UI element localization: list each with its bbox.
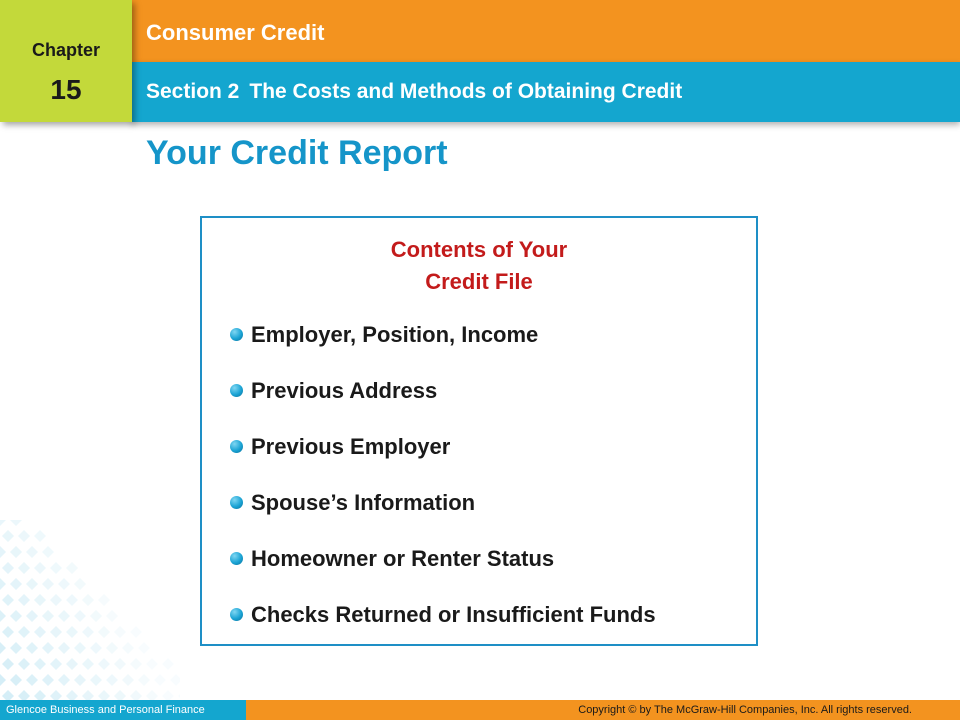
pattern-diamond: [74, 578, 86, 590]
pattern-diamond: [0, 674, 6, 686]
pattern-diamond: [82, 690, 94, 700]
pattern-diamond: [18, 690, 30, 700]
list-item: [230, 546, 656, 602]
pattern-diamond: [26, 610, 38, 622]
pattern-diamond: [90, 610, 102, 622]
pattern-diamond: [146, 658, 158, 670]
pattern-diamond: [50, 658, 62, 670]
credit-file-list: [230, 322, 656, 658]
list-item-text: Homeowner or Renter Status: [251, 546, 555, 571]
pattern-diamond: [130, 626, 142, 638]
pattern-diamond: [34, 530, 46, 542]
pattern-diamond: [74, 674, 86, 686]
pattern-diamond: [74, 642, 86, 654]
pattern-diamond: [66, 562, 78, 574]
pattern-diamond: [82, 594, 94, 606]
bullet-icon: [230, 328, 243, 341]
pattern-diamond: [10, 546, 22, 558]
pattern-diamond: [162, 690, 174, 700]
pattern-diamond: [42, 674, 54, 686]
pattern-diamond: [2, 562, 14, 574]
box-heading: [202, 234, 756, 298]
footer-publisher: Glencoe Business and Personal Finance: [0, 700, 246, 720]
pattern-diamond: [122, 674, 134, 686]
pattern-diamond: [10, 642, 22, 654]
section-heading: [146, 80, 682, 104]
section-band: [132, 62, 960, 122]
pattern-diamond: [114, 626, 126, 638]
bullet-icon: [230, 608, 243, 621]
list-item: [230, 434, 656, 490]
list-item: [230, 322, 656, 378]
course-title-band: [132, 0, 960, 62]
pattern-diamond: [154, 674, 166, 686]
pattern-diamond: [74, 610, 86, 622]
list-item-text: Employer, Position, Income: [251, 322, 539, 347]
bullet-icon: [230, 496, 243, 509]
pattern-diamond: [66, 658, 78, 670]
pattern-diamond: [10, 610, 22, 622]
pattern-diamond: [10, 520, 22, 526]
pattern-diamond: [82, 658, 94, 670]
pattern-diamond: [66, 690, 78, 700]
pattern-diamond: [26, 578, 38, 590]
credit-file-box: [200, 216, 758, 646]
footer-copyright: Copyright © by The McGraw-Hill Companies, Inc. All rights reserved.: [578, 704, 912, 716]
pattern-diamond: [138, 642, 150, 654]
pattern-diamond: [26, 642, 38, 654]
page-title: Your Credit Report: [146, 134, 448, 172]
pattern-diamond: [146, 690, 158, 700]
pattern-diamond: [18, 594, 30, 606]
pattern-diamond: [42, 642, 54, 654]
pattern-diamond: [18, 626, 30, 638]
pattern-diamond: [34, 562, 46, 574]
pattern-diamond: [130, 658, 142, 670]
footer: [0, 700, 960, 720]
pattern-diamond: [26, 546, 38, 558]
pattern-diamond: [114, 658, 126, 670]
pattern-diamond: [10, 674, 22, 686]
bullet-icon: [230, 440, 243, 453]
pattern-diamond: [106, 642, 118, 654]
pattern-diamond: [130, 690, 142, 700]
pattern-diamond: [2, 658, 14, 670]
pattern-diamond: [82, 626, 94, 638]
pattern-diamond: [50, 690, 62, 700]
list-item-text: Previous Employer: [251, 434, 451, 459]
section-label: Section 2: [146, 80, 240, 103]
pattern-diamond: [58, 610, 70, 622]
pattern-diamond: [2, 690, 14, 700]
pattern-diamond: [122, 642, 134, 654]
list-item: [230, 378, 656, 434]
bullet-icon: [230, 552, 243, 565]
list-item-text: Previous Address: [251, 378, 438, 403]
pattern-diamond: [34, 690, 46, 700]
pattern-diamond: [114, 690, 126, 700]
pattern-diamond: [90, 642, 102, 654]
list-item-text: Checks Returned or Insufficient Funds: [251, 602, 656, 627]
chapter-tab: [0, 0, 132, 122]
pattern-diamond: [90, 674, 102, 686]
pattern-diamond: [26, 674, 38, 686]
bullet-icon: [230, 384, 243, 397]
section-title: The Costs and Methods of Obtaining Credit: [249, 80, 683, 103]
pattern-diamond: [50, 626, 62, 638]
pattern-diamond: [58, 642, 70, 654]
decorative-diamond-pattern: [0, 520, 180, 700]
pattern-diamond: [18, 658, 30, 670]
pattern-diamond: [98, 594, 110, 606]
pattern-diamond: [0, 520, 6, 526]
course-title: Consumer Credit: [146, 20, 325, 45]
pattern-diamond: [98, 626, 110, 638]
list-item-text: Spouse’s Information: [251, 490, 476, 515]
list-item: [230, 490, 656, 546]
pattern-diamond: [58, 578, 70, 590]
pattern-diamond: [98, 658, 110, 670]
chapter-label: Chapter: [31, 40, 100, 60]
pattern-diamond: [66, 626, 78, 638]
pattern-diamond: [10, 578, 22, 590]
pattern-diamond: [98, 690, 110, 700]
pattern-diamond: [58, 674, 70, 686]
pattern-diamond: [106, 610, 118, 622]
pattern-diamond: [2, 530, 14, 542]
pattern-diamond: [138, 674, 150, 686]
pattern-diamond: [34, 594, 46, 606]
pattern-diamond: [178, 690, 180, 700]
pattern-diamond: [106, 674, 118, 686]
pattern-diamond: [0, 578, 6, 590]
box-heading-line2: Credit File: [425, 269, 533, 294]
pattern-diamond: [0, 546, 6, 558]
pattern-diamond: [0, 642, 6, 654]
pattern-diamond: [0, 610, 6, 622]
pattern-diamond: [66, 594, 78, 606]
pattern-diamond: [34, 658, 46, 670]
chapter-number: 15: [50, 74, 82, 105]
pattern-diamond: [162, 658, 174, 670]
pattern-diamond: [2, 594, 14, 606]
box-heading-line1: Contents of Your: [390, 237, 568, 262]
pattern-diamond: [50, 594, 62, 606]
pattern-diamond: [42, 578, 54, 590]
pattern-diamond: [42, 610, 54, 622]
list-item: [230, 602, 656, 658]
pattern-diamond: [42, 546, 54, 558]
pattern-diamond: [50, 562, 62, 574]
pattern-diamond: [34, 626, 46, 638]
pattern-diamond: [18, 562, 30, 574]
pattern-diamond: [2, 626, 14, 638]
pattern-diamond: [18, 530, 30, 542]
pattern-diamond: [170, 674, 180, 686]
